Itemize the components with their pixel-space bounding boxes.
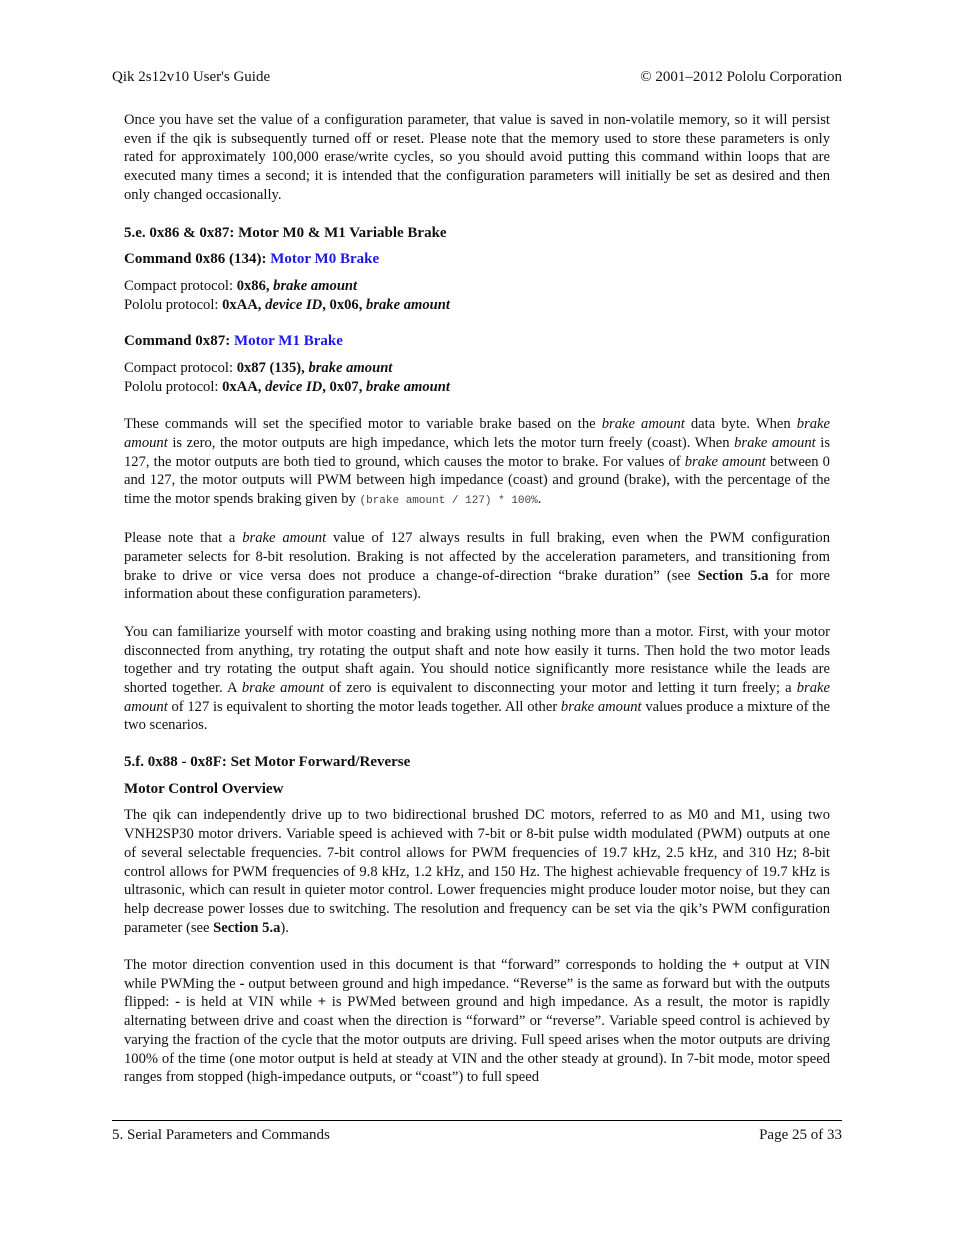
command-0x86-compact-protocol [124, 277, 830, 296]
document-title: Qik 2s12v10 User's Guide [112, 69, 271, 85]
italic-term: brake amount [242, 530, 327, 547]
compact-protocol-label: Compact protocol: [124, 360, 237, 377]
pololu-protocol-code: 0xAA, [222, 378, 266, 395]
text-run: value of 127 always results in full braking, even when the PWM configuration parameter selects for 8-bit resolution. Braking is not affected by the acceleration parameters, and transitioning from brake to drive or vice versa does not produce a change-of-direction “brake duration” (see [124, 530, 830, 584]
text-run: values produce a mixture of the two scenarios. [124, 698, 830, 734]
text-run: for more information about these configuration parameters). [124, 567, 830, 603]
section-heading-5f: 5.f. 0x88 - 0x8F: Set Motor Forward/Reverse [124, 754, 411, 771]
command-0x87-label: Command 0x87: [124, 333, 235, 350]
text-run: of zero is equivalent to disconnecting your motor and letting it turn freely; a [323, 679, 797, 696]
copyright-notice: © 2001–2012 Pololu Corporation [640, 69, 842, 85]
motor-m1-brake-link[interactable]: Motor M1 Brake [234, 333, 343, 350]
chapter-title: 5. Serial Parameters and Commands [112, 1127, 330, 1143]
compact-protocol-arg: brake amount [308, 360, 393, 377]
motor-control-overview-paragraph [124, 806, 830, 937]
text-run: These commands will set the specified motor to variable brake based on the [124, 416, 602, 433]
text-run: of 127 is equivalent to shorting the motor leads together. All other [167, 698, 561, 715]
full-braking-note-paragraph [124, 529, 830, 604]
italic-term: brake amount [124, 416, 831, 451]
text-run: is zero, the motor outputs are high impedance, which lets the motor turn freely (coast). When [167, 434, 735, 451]
pololu-protocol-arg: device ID [265, 296, 323, 313]
italic-term: brake amount [560, 698, 642, 715]
intro-paragraph: Once you have set the value of a configuration parameter, that value is saved in non-volatile memory, so it will persist even if the qik is subsequently turned off or reset. Please note that the memory used to store these parameters is only rated for approximately 100,000 erase/write cycles, so you should avoid putting this command within loops that are executed many times a second; it is intended that the configuration parameters will initially be set as desired and then only changed occasionally. [124, 112, 830, 203]
command-0x86-pololu-protocol [124, 296, 830, 315]
compact-protocol-code: 0x87 (135), [236, 360, 309, 377]
page-content [124, 111, 830, 1087]
section-reference: Section 5.a [213, 919, 281, 936]
text-run: You can familiarize yourself with motor coasting and braking using nothing more than a motor. First, with your motor disconnected from anything, try rotating the output shaft and note how easily it turns. Then hold the two motor leads together and try rotating the output shaft again. You should notice significantly more resistance while the leads are shorted together. A [124, 623, 830, 696]
brake-description-paragraph [124, 415, 830, 511]
compact-protocol-arg: brake amount [273, 277, 358, 294]
italic-term: brake amount [124, 679, 830, 715]
italic-term: brake amount [601, 416, 685, 433]
pololu-protocol-code: , 0x06, [322, 296, 367, 313]
coasting-braking-paragraph [124, 623, 830, 735]
pololu-protocol-label: Pololu protocol: [124, 378, 223, 395]
command-0x86-heading [124, 250, 830, 269]
output-symbol: + [317, 994, 327, 1011]
text-run: ). [280, 919, 289, 936]
italic-term: brake amount [241, 679, 324, 696]
output-symbol: - [175, 994, 180, 1011]
output-symbol: - [239, 975, 245, 992]
pololu-protocol-arg: brake amount [366, 378, 450, 395]
command-0x87-heading [124, 332, 830, 351]
pololu-protocol-code: , 0x07, [322, 378, 367, 395]
compact-protocol-label: Compact protocol: [124, 277, 237, 294]
text-run: The qik can independently drive up to two bidirectional brushed DC motors, referred to as M0 and M1, using two VNH2SP30 motor drivers. Variable speed is achieved with 7-bit or 8-bit pulse width modulated (PWM) outputs at one of several selectable frequencies. 7-bit control allows for PWM frequencies of 19.7 kHz, 2.5 kHz, and 310 Hz; 8-bit control allows for PWM frequencies of 9.8 kHz, 1.2 kHz, and 150 Hz. The highest achievable frequency of 19.7 kHz is ultrasonic, which can result in quieter motor control. Lower frequencies might produce louder motor noise, but they can help decrease power losses due to switching. The resolution and frequency can be set via the qik’s PWM configuration parameter (see [124, 807, 830, 936]
text-run: output between ground and high impedance. “Reverse” is the same as forward but with the outputs flipped: [124, 975, 830, 1011]
pololu-protocol-label: Pololu protocol: [124, 296, 223, 313]
command-0x87-pololu-protocol [124, 378, 830, 397]
direction-convention-paragraph [124, 956, 830, 1087]
section-heading-5e: 5.e. 0x86 & 0x87: Motor M0 & M1 Variable Brake [124, 224, 447, 241]
text-run: The motor direction convention used in this document is that “forward” corresponds to holding the [124, 957, 732, 974]
text-run: is 127, the motor outputs are both tied to ground, which causes the motor to brake. For values of [124, 434, 830, 470]
formula-code: (brake amount / 127) * 100% [359, 494, 538, 507]
command-0x86-label: Command 0x86 (134): [124, 251, 271, 268]
text-run: between 0 and 127, the motor outputs will PWM between high impedance (coast) and ground (brake), with the percentage of the time the motor spends braking given by [124, 453, 830, 507]
text-run: is held at VIN while [179, 994, 318, 1011]
footer-divider [112, 1120, 842, 1121]
command-0x87-compact-protocol [124, 359, 830, 378]
italic-term: brake amount [734, 434, 816, 451]
section-reference: Section 5.a [697, 567, 769, 584]
text-run: . [537, 490, 542, 507]
italic-term: brake amount [684, 453, 766, 470]
motor-m0-brake-link[interactable]: Motor M0 Brake [270, 251, 380, 268]
compact-protocol-code: 0x86, [236, 277, 274, 294]
page-number: Page 25 of 33 [759, 1127, 842, 1143]
output-symbol: + [731, 957, 741, 974]
text-run: Please note that a [124, 530, 243, 547]
pololu-protocol-code: 0xAA, [222, 296, 266, 313]
pololu-protocol-arg: device ID [265, 378, 323, 395]
text-run: data byte. When [684, 416, 797, 433]
text-run: is PWMed between ground and high impedance. As a result, the motor is rapidly alternating between drive and coast when the direction is “forward” or “reverse”. Variable speed control is achieved by varying the fraction of the cycle that the motor outputs are driving. Full speed arises when the motor outputs are driving 100% of the time (one motor output is held at steady at VIN and the other steady at ground). In 7-bit mode, motor speed ranges from stopped (high-impedance outputs, or “coast”) to full speed [124, 994, 830, 1086]
motor-control-overview-heading: Motor Control Overview [124, 780, 284, 797]
text-run: output at VIN while PWMing the [124, 957, 830, 992]
pololu-protocol-arg: brake amount [366, 296, 450, 313]
